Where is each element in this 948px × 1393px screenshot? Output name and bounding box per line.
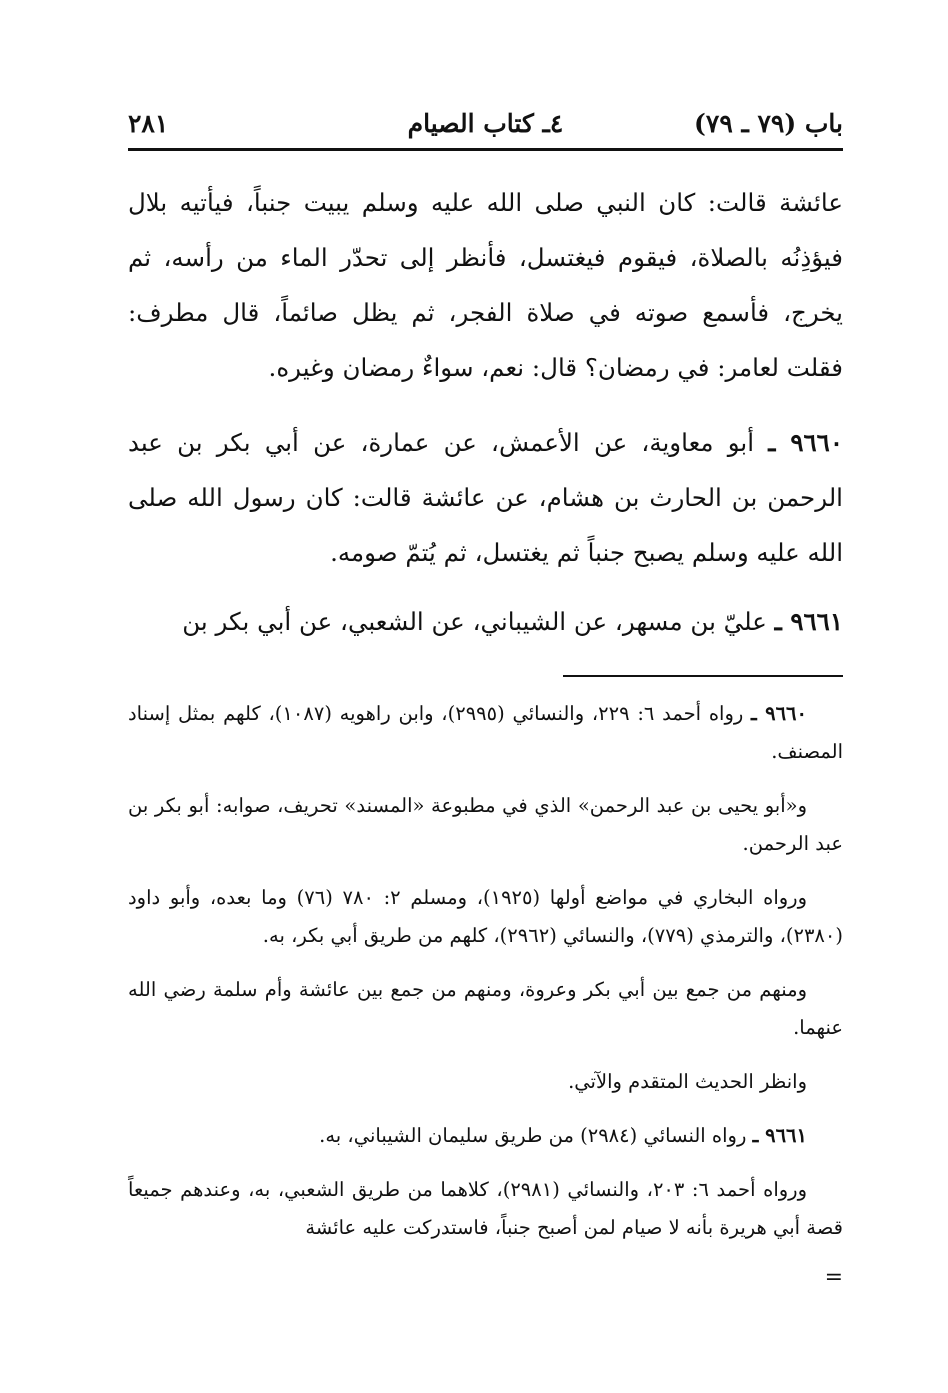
hadith-paragraph [128, 415, 843, 580]
hadith-text: عائشة قالت: كان النبي صلى الله عليه وسلم يبيت جنباً، فيأتيه بلال فيؤذِنُه بالصلاة، فيقوم فيغتسل، فأنظر إلى تحدّر الماء من رأسه، ثم يخرج، فأسمع صوته في صلاة الفجر، ثم يظل صائماً، قال مطرف: فقلت لعامر: في رمضان؟ قال: نعم، سواءٌ رمضان وغيره. [128, 188, 843, 382]
hadith-text: أبو معاوية، عن الأعمش، عن عمارة، عن أبي بكر بن عبد الرحمن بن الحارث بن هشام، عن عائشة قالت: كان رسول الله صلى الله عليه وسلم يصبح جنباً ثم يغتسل، ثم يُتمّ صومه. [128, 428, 843, 567]
footnote-text: ومنهم من جمع بين أبي بكر وعروة، ومنهم من جمع بين عائشة وأم سلمة رضي الله عنهما. [128, 978, 843, 1039]
footnote-text: وانظر الحديث المتقدم والآتي. [568, 1070, 807, 1093]
footnote [128, 879, 843, 955]
chapter-title: باب (٧٩ ـ ٧٩) [694, 109, 843, 138]
hadith-number: ٩٦٦١ ـ [774, 607, 843, 636]
footnote-text: رواه النسائي (٢٩٨٤) من طريق سليمان الشيباني، به. [319, 1124, 747, 1147]
footnote-text: رواه أحمد ٦: ٢٢٩، والنسائي (٢٩٩٥)، وابن راهويه (١٠٨٧)، كلهم بمثل إسناد المصنف. [128, 702, 843, 763]
main-text [128, 175, 843, 649]
footnote-text: ورواه أحمد ٦: ٢٠٣، والنسائي (٢٩٨١)، كلاهما من طريق الشعبي، به، وعندهم جميعاً قصة أبي هريرة بأنه لا صيام لمن أصبح جنباً، فاستدركت عليه عائشة [128, 1178, 843, 1239]
footnote-text: و«أبو يحيى بن عبد الرحمن» الذي في مطبوعة «المسند» تحريف، صوابه: أبو بكر بن عبد الرحمن. [128, 794, 843, 855]
hadith-paragraph [128, 175, 843, 395]
footnote [128, 787, 843, 863]
footnote-separator [563, 675, 843, 677]
page-number: ٢٨١ [128, 109, 169, 138]
footnote [128, 971, 843, 1047]
hadith-number: ٩٦٦٠ ـ [768, 428, 843, 457]
book-page [128, 100, 843, 1340]
book-title: ٤ـ كتاب الصيام [407, 109, 564, 138]
hadith-text: عليّ بن مسهر، عن الشيباني، عن الشعبي، عن أبي بكر بن [182, 607, 767, 636]
footnote [128, 1117, 843, 1155]
running-header [128, 100, 843, 151]
footnote-number: ٩٦٦١ ـ [752, 1124, 807, 1147]
footnote-text: ورواه البخاري في مواضع أولها (١٩٢٥)، ومسلم ٢: ٧٨٠ (٧٦) وما بعده، وأبو داود (٢٣٨٠)، والترمذي (٧٧٩)، والنسائي (٢٩٦٢)، كلهم من طريق أبي بكر، به. [128, 886, 843, 947]
footnote [128, 1063, 843, 1101]
footnote [128, 695, 843, 771]
hadith-paragraph [128, 594, 843, 649]
footnotes [128, 695, 843, 1293]
continuation-mark: = [824, 1265, 843, 1290]
footnote-number: ٩٦٦٠ ـ [751, 702, 807, 725]
footnote [128, 1171, 843, 1247]
